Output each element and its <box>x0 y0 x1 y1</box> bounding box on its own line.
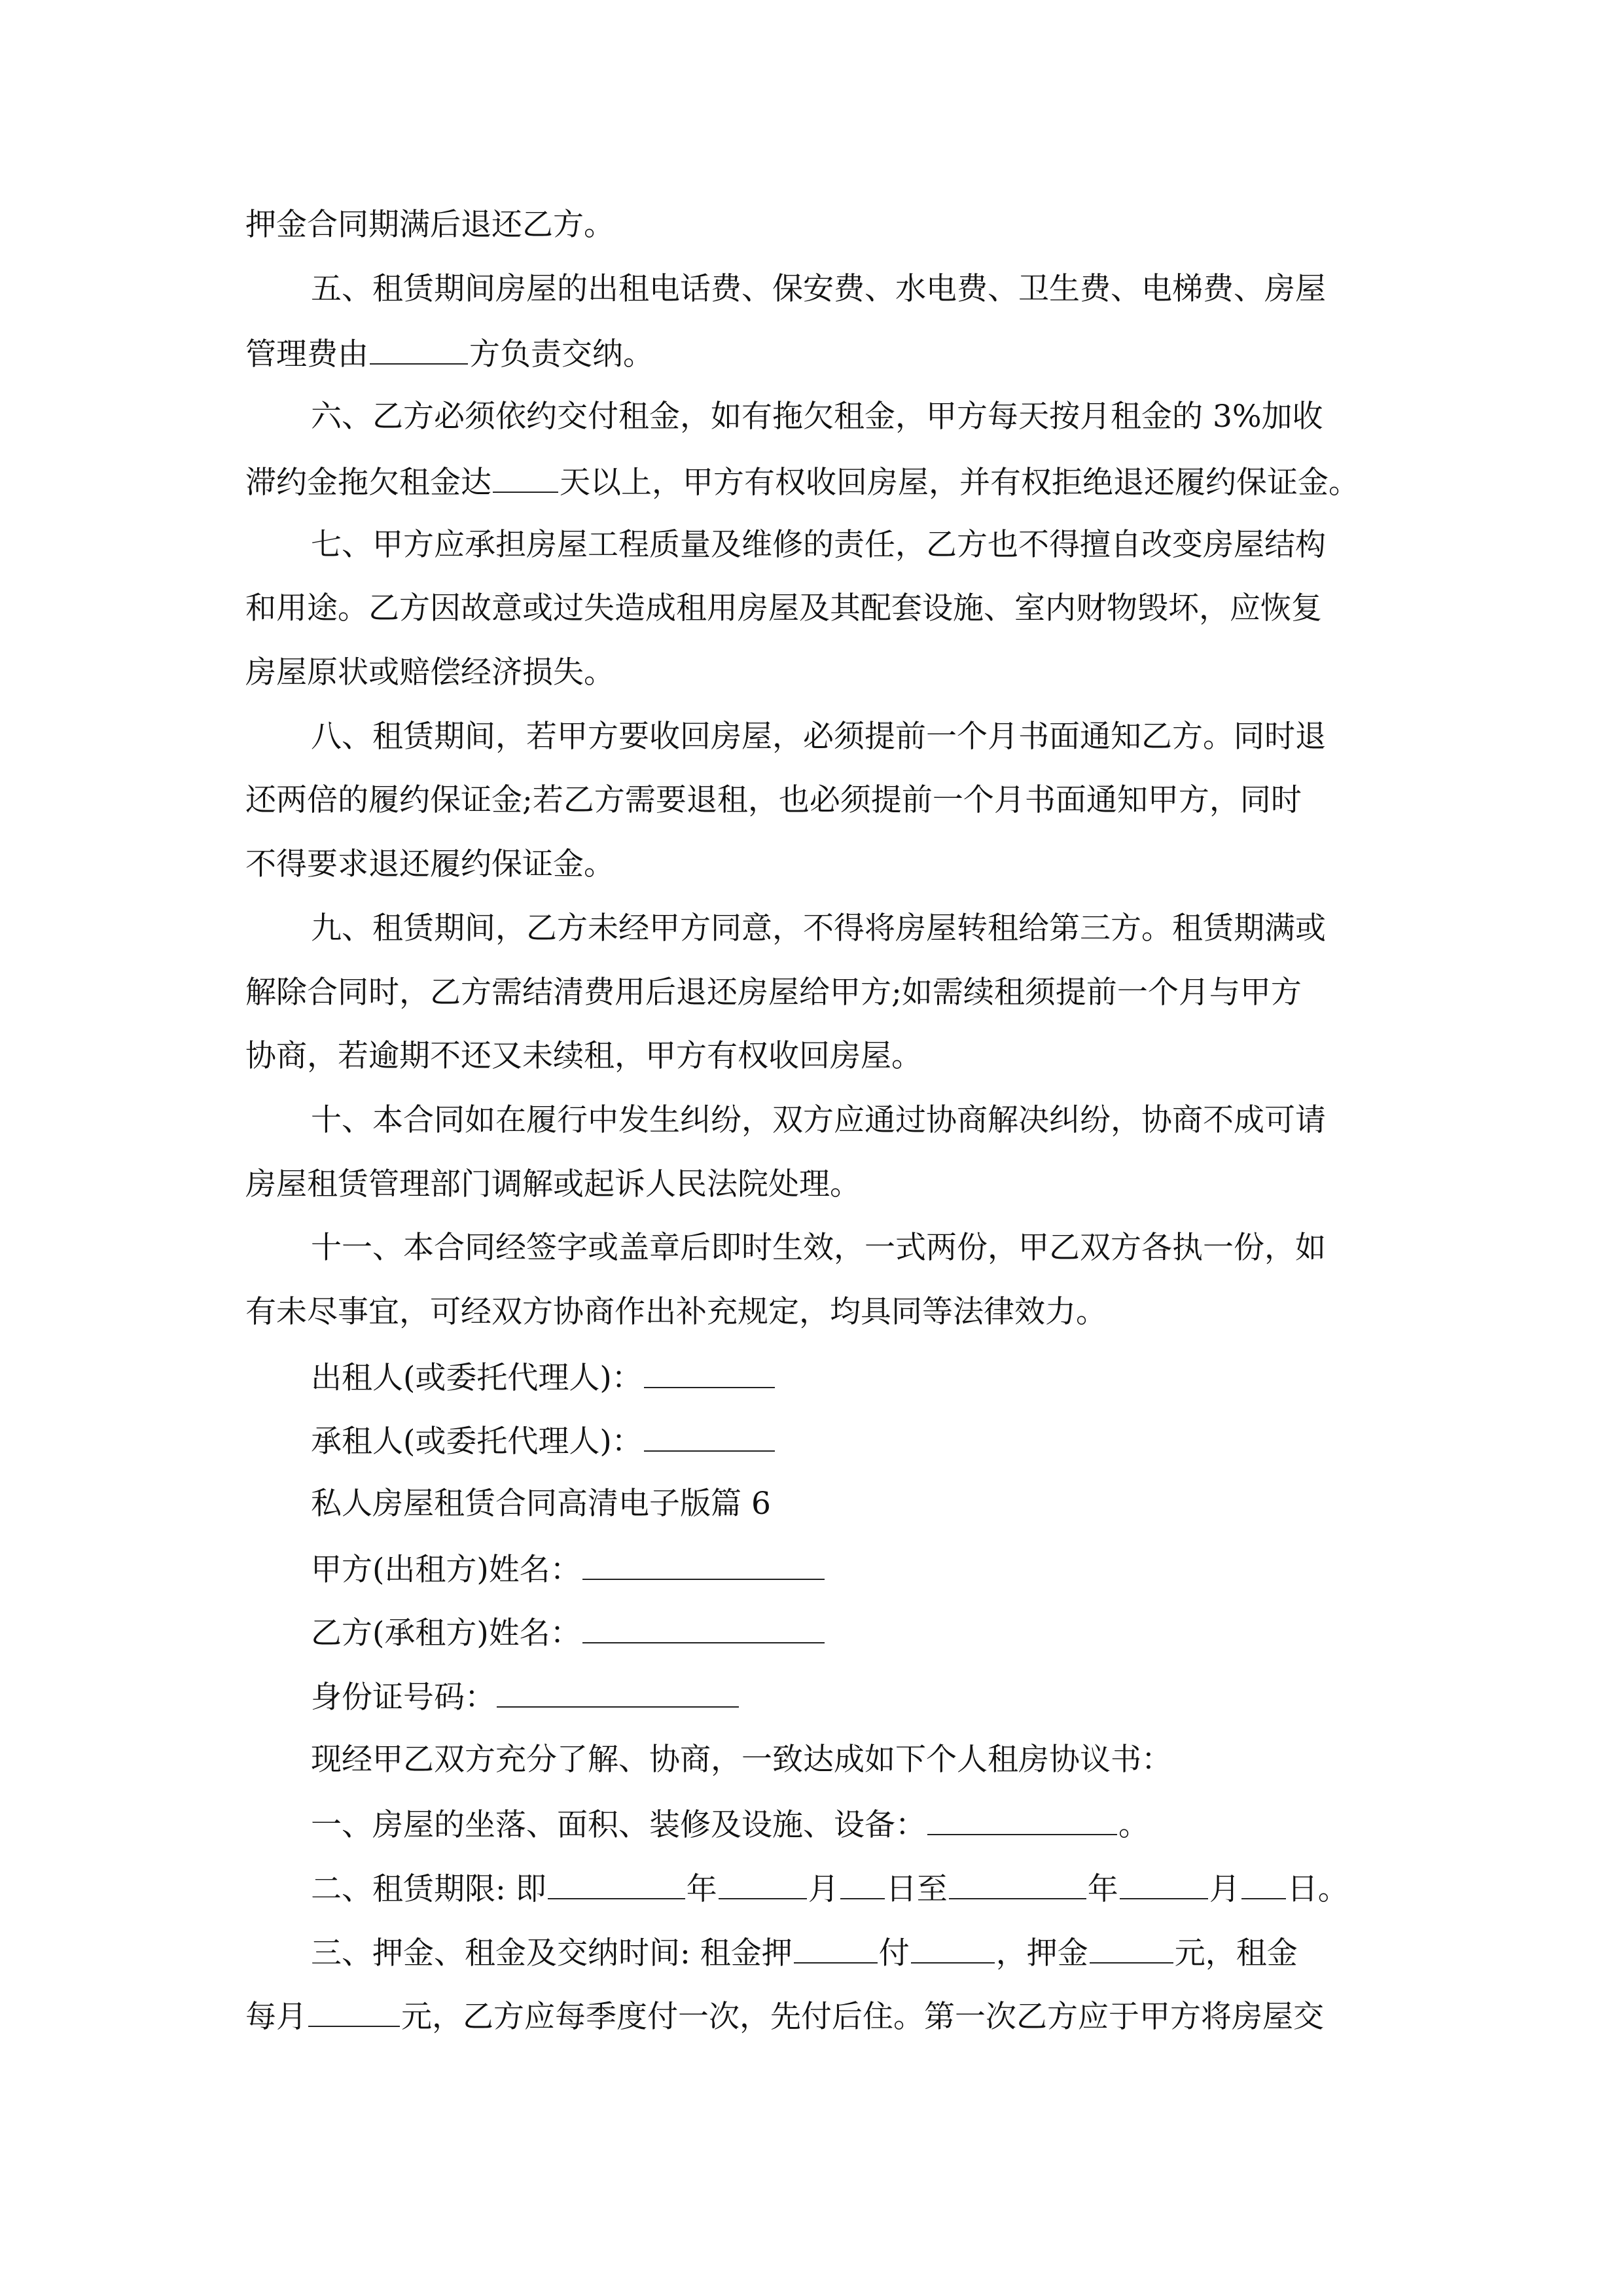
text-span: 还两倍的履约保证金;若乙方需要退租，也必须提前一个月书面通知甲方，同时 <box>245 782 1302 818</box>
text-span: 年 <box>1087 1871 1118 1907</box>
text-span: 年 <box>686 1871 717 1907</box>
text-span: 乙方(承租方)姓名： <box>311 1615 581 1651</box>
text-span: 。 <box>1118 1807 1149 1843</box>
property-details-blank[interactable] <box>927 1805 1117 1835</box>
clause-ten-line <box>311 1102 1326 1139</box>
party-a-name-blank[interactable] <box>582 1550 825 1580</box>
text-span: 天以上，甲方有权收回房屋，并有权拒绝退还履约保证金。 <box>560 465 1359 501</box>
lessor-signature-line <box>311 1358 776 1397</box>
paragraph-line <box>245 334 654 373</box>
id-number-line <box>311 1677 740 1716</box>
end-day-blank[interactable] <box>1241 1869 1286 1899</box>
paragraph-line <box>245 782 1302 819</box>
text-span: 私人房屋租赁合同高清电子版篇 6 <box>311 1486 771 1522</box>
text-span: 七、甲方应承担房屋工程质量及维修的责任，乙方也不得擅自改变房屋结构 <box>311 527 1326 563</box>
section-heading <box>311 1486 771 1522</box>
paragraph-line <box>245 975 1302 1011</box>
clause-eleven-line <box>311 1230 1326 1266</box>
text-span: 房屋原状或赔偿经济损失。 <box>245 655 615 691</box>
text-span: 三、押金、租金及交纳时间: 租金押 <box>311 1935 793 1971</box>
text-span: 日。 <box>1287 1871 1349 1907</box>
fill-in-blank[interactable] <box>493 463 558 493</box>
party-b-name-line <box>311 1613 826 1652</box>
paragraph-line <box>245 207 615 243</box>
text-span: 八、租赁期间，若甲方要收回房屋，必须提前一个月书面通知乙方。同时退 <box>311 719 1326 755</box>
text-span: 甲方(出租方)姓名： <box>311 1552 581 1588</box>
start-month-blank[interactable] <box>719 1869 807 1899</box>
lease-term-line <box>311 1869 1349 1908</box>
clause-six-line <box>311 399 1323 435</box>
text-span: 十一、本合同经签字或盖章后即时生效，一式两份，甲乙双方各执一份，如 <box>311 1230 1326 1266</box>
text-span: 元，乙方应每季度付一次，先付后住。第一次乙方应于甲方将房屋交 <box>401 1999 1324 2035</box>
text-span: 出租人(或委托代理人)： <box>311 1360 643 1396</box>
clause-seven-line <box>311 527 1326 564</box>
text-span: 一、房屋的坐落、面积、装修及设施、设备： <box>311 1807 926 1843</box>
text-span: 二、租赁期限: 即 <box>311 1871 546 1907</box>
deposit-amount-blank[interactable] <box>1090 1933 1173 1964</box>
text-span: 滞约金拖欠租金达 <box>245 465 491 501</box>
clause-five-line <box>311 271 1326 308</box>
pay-months-blank[interactable] <box>911 1933 995 1964</box>
text-span: 押金合同期满后退还乙方。 <box>245 207 615 243</box>
text-span: 月 <box>808 1871 839 1907</box>
text-span: 五、租赁期间房屋的出租电话费、保安费、水电费、卫生费、电梯费、房屋 <box>311 271 1326 307</box>
monthly-rent-line <box>245 1997 1324 2036</box>
paragraph-line <box>245 655 615 691</box>
text-span: 承租人(或委托代理人)： <box>311 1424 643 1460</box>
text-span: 方负责交纳。 <box>469 336 654 372</box>
text-span: 每月 <box>245 1999 307 2035</box>
lessee-signature-blank[interactable] <box>644 1422 775 1452</box>
paragraph-line <box>245 1294 1107 1331</box>
text-span: 元，租金 <box>1174 1935 1298 1971</box>
start-year-blank[interactable] <box>548 1869 685 1899</box>
paragraph-line <box>245 846 615 883</box>
paragraph-line <box>245 463 1359 501</box>
start-day-blank[interactable] <box>840 1869 885 1899</box>
paragraph-line <box>245 1038 922 1075</box>
text-span: 管理费由 <box>245 336 368 372</box>
clause-eight-line <box>311 719 1326 755</box>
agreement-intro-line <box>311 1742 1172 1778</box>
end-month-blank[interactable] <box>1120 1869 1208 1899</box>
text-span: 现经甲乙双方充分了解、协商，一致达成如下个人租房协议书： <box>311 1742 1172 1778</box>
text-span: 和用途。乙方因故意或过失造成租用房屋及其配套设施、室内财物毁坏，应恢复 <box>245 590 1322 626</box>
clause-nine-line <box>311 910 1326 947</box>
paragraph-line <box>245 590 1322 627</box>
lessor-signature-blank[interactable] <box>644 1358 775 1388</box>
property-location-line <box>311 1805 1149 1844</box>
text-span: ，押金 <box>995 1935 1088 1971</box>
text-span: 九、租赁期间，乙方未经甲方同意，不得将房屋转租给第三方。租赁期满或 <box>311 910 1326 946</box>
text-span: 不得要求退还履约保证金。 <box>245 846 615 882</box>
deposit-rent-line <box>311 1933 1298 1972</box>
text-span: 付 <box>878 1935 910 1971</box>
text-span: 日至 <box>885 1871 948 1907</box>
id-number-blank[interactable] <box>497 1677 739 1708</box>
monthly-rent-blank[interactable] <box>308 1997 400 2027</box>
party-a-name-line <box>311 1550 826 1588</box>
text-span: 协商，若逾期不还又未续租，甲方有权收回房屋。 <box>245 1038 922 1074</box>
text-span: 六、乙方必须依约交付租金，如有拖欠租金，甲方每天按月租金的 3%加收 <box>311 399 1323 435</box>
text-span: 房屋租赁管理部门调解或起诉人民法院处理。 <box>245 1166 861 1202</box>
text-span: 十、本合同如在履行中发生纠纷，双方应通过协商解决纠纷，协商不成可请 <box>311 1102 1326 1138</box>
fill-in-blank[interactable] <box>370 334 468 365</box>
end-year-blank[interactable] <box>949 1869 1086 1899</box>
text-span: 月 <box>1209 1871 1240 1907</box>
text-span: 身份证号码： <box>311 1679 495 1715</box>
paragraph-line <box>245 1166 861 1203</box>
text-span: 解除合同时，乙方需结清费用后退还房屋给甲方;如需续租须提前一个月与甲方 <box>245 975 1302 1011</box>
party-b-name-blank[interactable] <box>582 1613 825 1643</box>
text-span: 有未尽事宜，可经双方协商作出补充规定，均具同等法律效力。 <box>245 1294 1107 1330</box>
lessee-signature-line <box>311 1422 776 1460</box>
deposit-months-blank[interactable] <box>794 1933 878 1964</box>
